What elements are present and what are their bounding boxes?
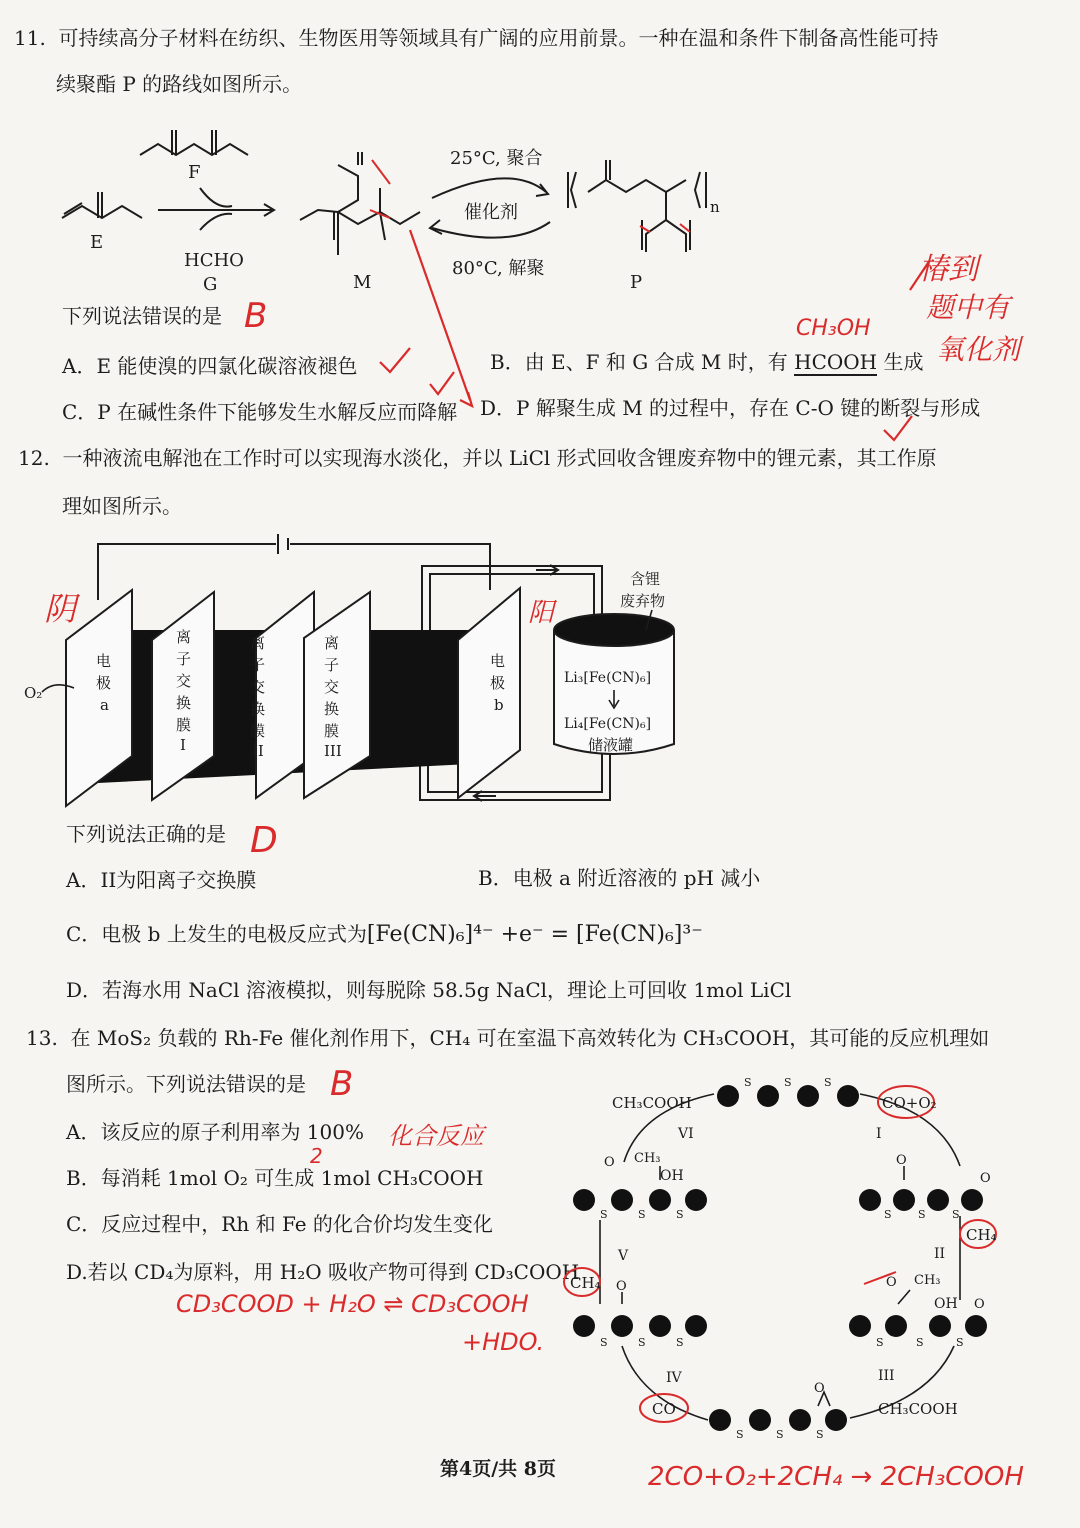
electrode-b-label-2: 极 (490, 674, 506, 692)
step-I: I (876, 1126, 882, 1142)
q12-option-c-equation: [Fe(CN)₆]⁴⁻ +e⁻ = [Fe(CN)₆]³⁻ (366, 922, 703, 947)
electrode-b-label-3: b (494, 696, 504, 714)
q11-option-d: D．P 解聚生成 M 的过程中，存在 C-O 键的断裂与形成 (480, 396, 981, 420)
oh-label-left: OH (660, 1168, 684, 1184)
s-label-7: S (876, 1336, 884, 1349)
page-footer: 第4页/共 8页 (440, 1458, 556, 1480)
o-label-5: O (974, 1297, 985, 1312)
label-E: E (90, 232, 104, 253)
membrane-3-label-1: 离 (324, 634, 340, 652)
label-G: G (203, 274, 218, 295)
forward-condition: 25°C, 聚合 (450, 148, 543, 169)
tank-label: 储液罐 (588, 736, 634, 754)
catalyst-clusters (573, 1085, 987, 1431)
waste-label-1: 含锂 (630, 570, 661, 588)
q12-number: 12. (18, 446, 50, 470)
o-label-7: O (814, 1381, 825, 1396)
o2-label: O₂ (24, 684, 43, 702)
q12-electrolysis-diagram (20, 530, 720, 810)
q13-option-b: B．每消耗 1mol O₂ 可生成 1mol CH₃COOH (66, 1166, 484, 1190)
subscript-n: n (710, 198, 720, 216)
step-II: II (934, 1246, 946, 1262)
q13-option-a: A．该反应的原子利用率为 100% (66, 1120, 364, 1144)
q11-option-a: A．E 能使溴的四氯化碳溶液褪色 (62, 354, 358, 378)
membrane-3-label-6: III (324, 742, 342, 760)
q12-option-c-pre: C．电极 b 上发生的电极反应式为 (66, 922, 367, 946)
q11-stem-text: 可持续高分子材料在纺织、生物医用等领域具有广阔的应用前景。一种在温和条件下制备高性能可持 (58, 26, 939, 50)
q13-note-b: 2 (310, 1144, 323, 1168)
membrane-2-label-6: II (252, 742, 264, 760)
q11-option-c: C．P 在碱性条件下能够发生水解反应而降解 (62, 400, 458, 424)
check-mark-d (884, 416, 912, 440)
s-label-14: S (638, 1336, 646, 1349)
ch3cooh-top-label: CH₃COOH (612, 1094, 692, 1112)
q13-handwritten-answer: B (330, 1064, 354, 1104)
q11-stem-line2: 续聚酯 P 的路线如图所示。 (56, 72, 303, 96)
electrode-a-label-3: a (100, 696, 109, 714)
q11-option-b-formula: HCOOH (794, 350, 878, 374)
s-label-16: S (600, 1208, 608, 1221)
q12-stem-line1 (18, 446, 937, 470)
q12-handwritten-anode: 阳 (528, 598, 555, 628)
q13-option-d: D.若以 CD₄为原料，用 H₂O 吸收产物可得到 CD₃COOH (66, 1260, 580, 1284)
s-label-6: S (952, 1208, 960, 1221)
q13-stem-text: 在 MoS₂ 负载的 Rh-Fe 催化剂作用下，CH₄ 可在室温下高效转化为 CH₃COOH，其可能的反应机理如 (70, 1026, 990, 1050)
step-IV: IV (666, 1370, 682, 1386)
o-label-2: O (896, 1153, 907, 1168)
electrode-b-label-1: 电 (490, 652, 506, 670)
oh-label-right: OH (934, 1296, 958, 1312)
arrow-to-d (410, 230, 470, 400)
check-mark-c (430, 372, 454, 394)
membrane-1-label-2: 子 (176, 650, 192, 668)
label-G-formula: HCHO (184, 250, 244, 271)
membrane-1-label-4: 换 (176, 694, 192, 712)
membrane-3-label-4: 换 (324, 700, 340, 718)
step-V: V (618, 1248, 629, 1264)
q11-handwritten-answer: B (244, 296, 268, 336)
s-label-3: S (824, 1076, 832, 1089)
o-label-3: O (980, 1171, 991, 1186)
q12-stem-line2: 理如图所示。 (62, 494, 182, 518)
q13-stem-line2: 图所示。下列说法错误的是 (66, 1072, 306, 1096)
membrane-3-label-5: 膜 (324, 722, 340, 740)
membrane-2-label-3: 交 (250, 678, 266, 696)
s-label-17: S (638, 1208, 646, 1221)
tank-formula-top: Li₃[Fe(CN)₆] (564, 670, 652, 686)
q13-stem-line1 (26, 1026, 989, 1050)
q13-number: 13. (26, 1026, 58, 1050)
q12-option-c (66, 922, 703, 948)
s-label-12: S (816, 1428, 824, 1441)
ch3-label-left: CH₃ (634, 1151, 661, 1166)
q11-red-marks (360, 150, 1010, 450)
membrane-1-label-3: 交 (176, 672, 192, 690)
red-circles (564, 1086, 996, 1422)
g-curved-arrow (200, 214, 232, 230)
s-label-13: S (600, 1336, 608, 1349)
reverse-condition: 80°C, 解聚 (452, 258, 545, 279)
catalyst-label: 催化剂 (464, 202, 518, 223)
q11-stem-line1 (14, 26, 939, 50)
q12-prompt: 下列说法正确的是 (66, 822, 226, 846)
q11-option-b-post: 生成 (877, 350, 924, 374)
co-bottom-label: CO (652, 1400, 676, 1418)
check-mark-a (380, 348, 410, 372)
s-label-5: S (918, 1208, 926, 1221)
molecule-F (140, 130, 248, 155)
label-P: P (630, 272, 643, 293)
membrane-1-label-6: I (180, 736, 186, 754)
membrane-1-label-5: 膜 (176, 716, 192, 734)
label-F: F (188, 162, 201, 183)
s-label-9: S (956, 1336, 964, 1349)
waste-label-2: 废弃物 (620, 592, 666, 610)
label-M: M (353, 272, 372, 293)
co-o2-label: CO+O₂ (882, 1094, 937, 1112)
s-label-11: S (776, 1428, 784, 1441)
membrane-2-label-2: 子 (250, 656, 266, 674)
q13-note-a: 化合反应 (388, 1122, 484, 1150)
s-label-2: S (784, 1076, 792, 1089)
q12-option-b: B．电极 a 附近溶液的 pH 减小 (478, 866, 761, 890)
q11-number: 11. (14, 26, 46, 50)
q12-stem-text: 一种液流电解池在工作时可以实现海水淡化，并以 LiCl 形式回收含锂废弃物中的锂元素，其工作原 (62, 446, 937, 470)
membrane-2-label-1: 离 (250, 634, 266, 652)
q11-note-line3: 氧化剂 (936, 333, 1021, 366)
tank-formula-bottom: Li₄[Fe(CN)₆] (564, 716, 652, 732)
s-label-10: S (736, 1428, 744, 1441)
q11-prompt: 下列说法错误的是 (62, 304, 222, 328)
q12-handwritten-answer: D (250, 820, 278, 861)
q11-handwritten-correction: CH₃OH (796, 316, 871, 341)
o-label-6: O (616, 1279, 627, 1294)
q11-option-b-pre: B．由 E、F 和 G 合成 M 时，有 (490, 350, 795, 374)
q12-option-d: D．若海水用 NaCl 溶液模拟，则每脱除 58.5g NaCl，理论上可回收 1mol LiCl (66, 978, 792, 1002)
q13-option-c: C．反应过程中，Rh 和 Fe 的化合价均发生变化 (66, 1212, 493, 1236)
molecule-E (62, 192, 142, 218)
s-label-18: S (676, 1208, 684, 1221)
s-label-15: S (676, 1336, 684, 1349)
membrane-3-label-2: 子 (324, 656, 340, 674)
q11-note-line2: 题中有 (926, 291, 1011, 324)
q13-equation-line1: CD₃COOD + H₂O ⇌ CD₃COOH (176, 1290, 529, 1318)
membrane-2-label-5: 膜 (250, 722, 266, 740)
o-label-4: O (886, 1275, 897, 1290)
note-pointer (910, 260, 930, 290)
q13-equation-line2: +HDO. (462, 1328, 545, 1356)
ch3-label-right: CH₃ (914, 1273, 941, 1288)
q13-mechanism-diagram (560, 1070, 1060, 1450)
membrane-3-label-3: 交 (324, 678, 340, 696)
q13-total-reaction: 2CO+O₂+2CH₄ → 2CH₃COOH (648, 1462, 1024, 1492)
f-curved-arrow (200, 188, 232, 207)
s-label-8: S (916, 1336, 924, 1349)
electrode-b (458, 588, 520, 798)
electrode-a-label-2: 极 (96, 674, 112, 692)
s-label-4: S (884, 1208, 892, 1221)
q12-handwritten-cathode: 阴 (44, 590, 77, 628)
s-label-1: S (744, 1076, 752, 1089)
wire-left (98, 544, 276, 600)
q11-note-line1: 椿到 (918, 252, 978, 287)
ch4-right-label: CH₄ (966, 1226, 997, 1244)
ch4-left-label: CH₄ (570, 1274, 601, 1292)
membrane-2-label-4: 换 (250, 700, 266, 718)
ch3cooh-bottom-label: CH₃COOH (878, 1400, 958, 1418)
o-label-1: O (604, 1155, 615, 1170)
step-III: III (878, 1368, 895, 1384)
step-VI: VI (678, 1126, 694, 1142)
electrode-a-label-1: 电 (96, 652, 112, 670)
q12-option-a: A．II为阳离子交换膜 (66, 868, 257, 892)
membrane-1-label-1: 离 (176, 628, 192, 646)
